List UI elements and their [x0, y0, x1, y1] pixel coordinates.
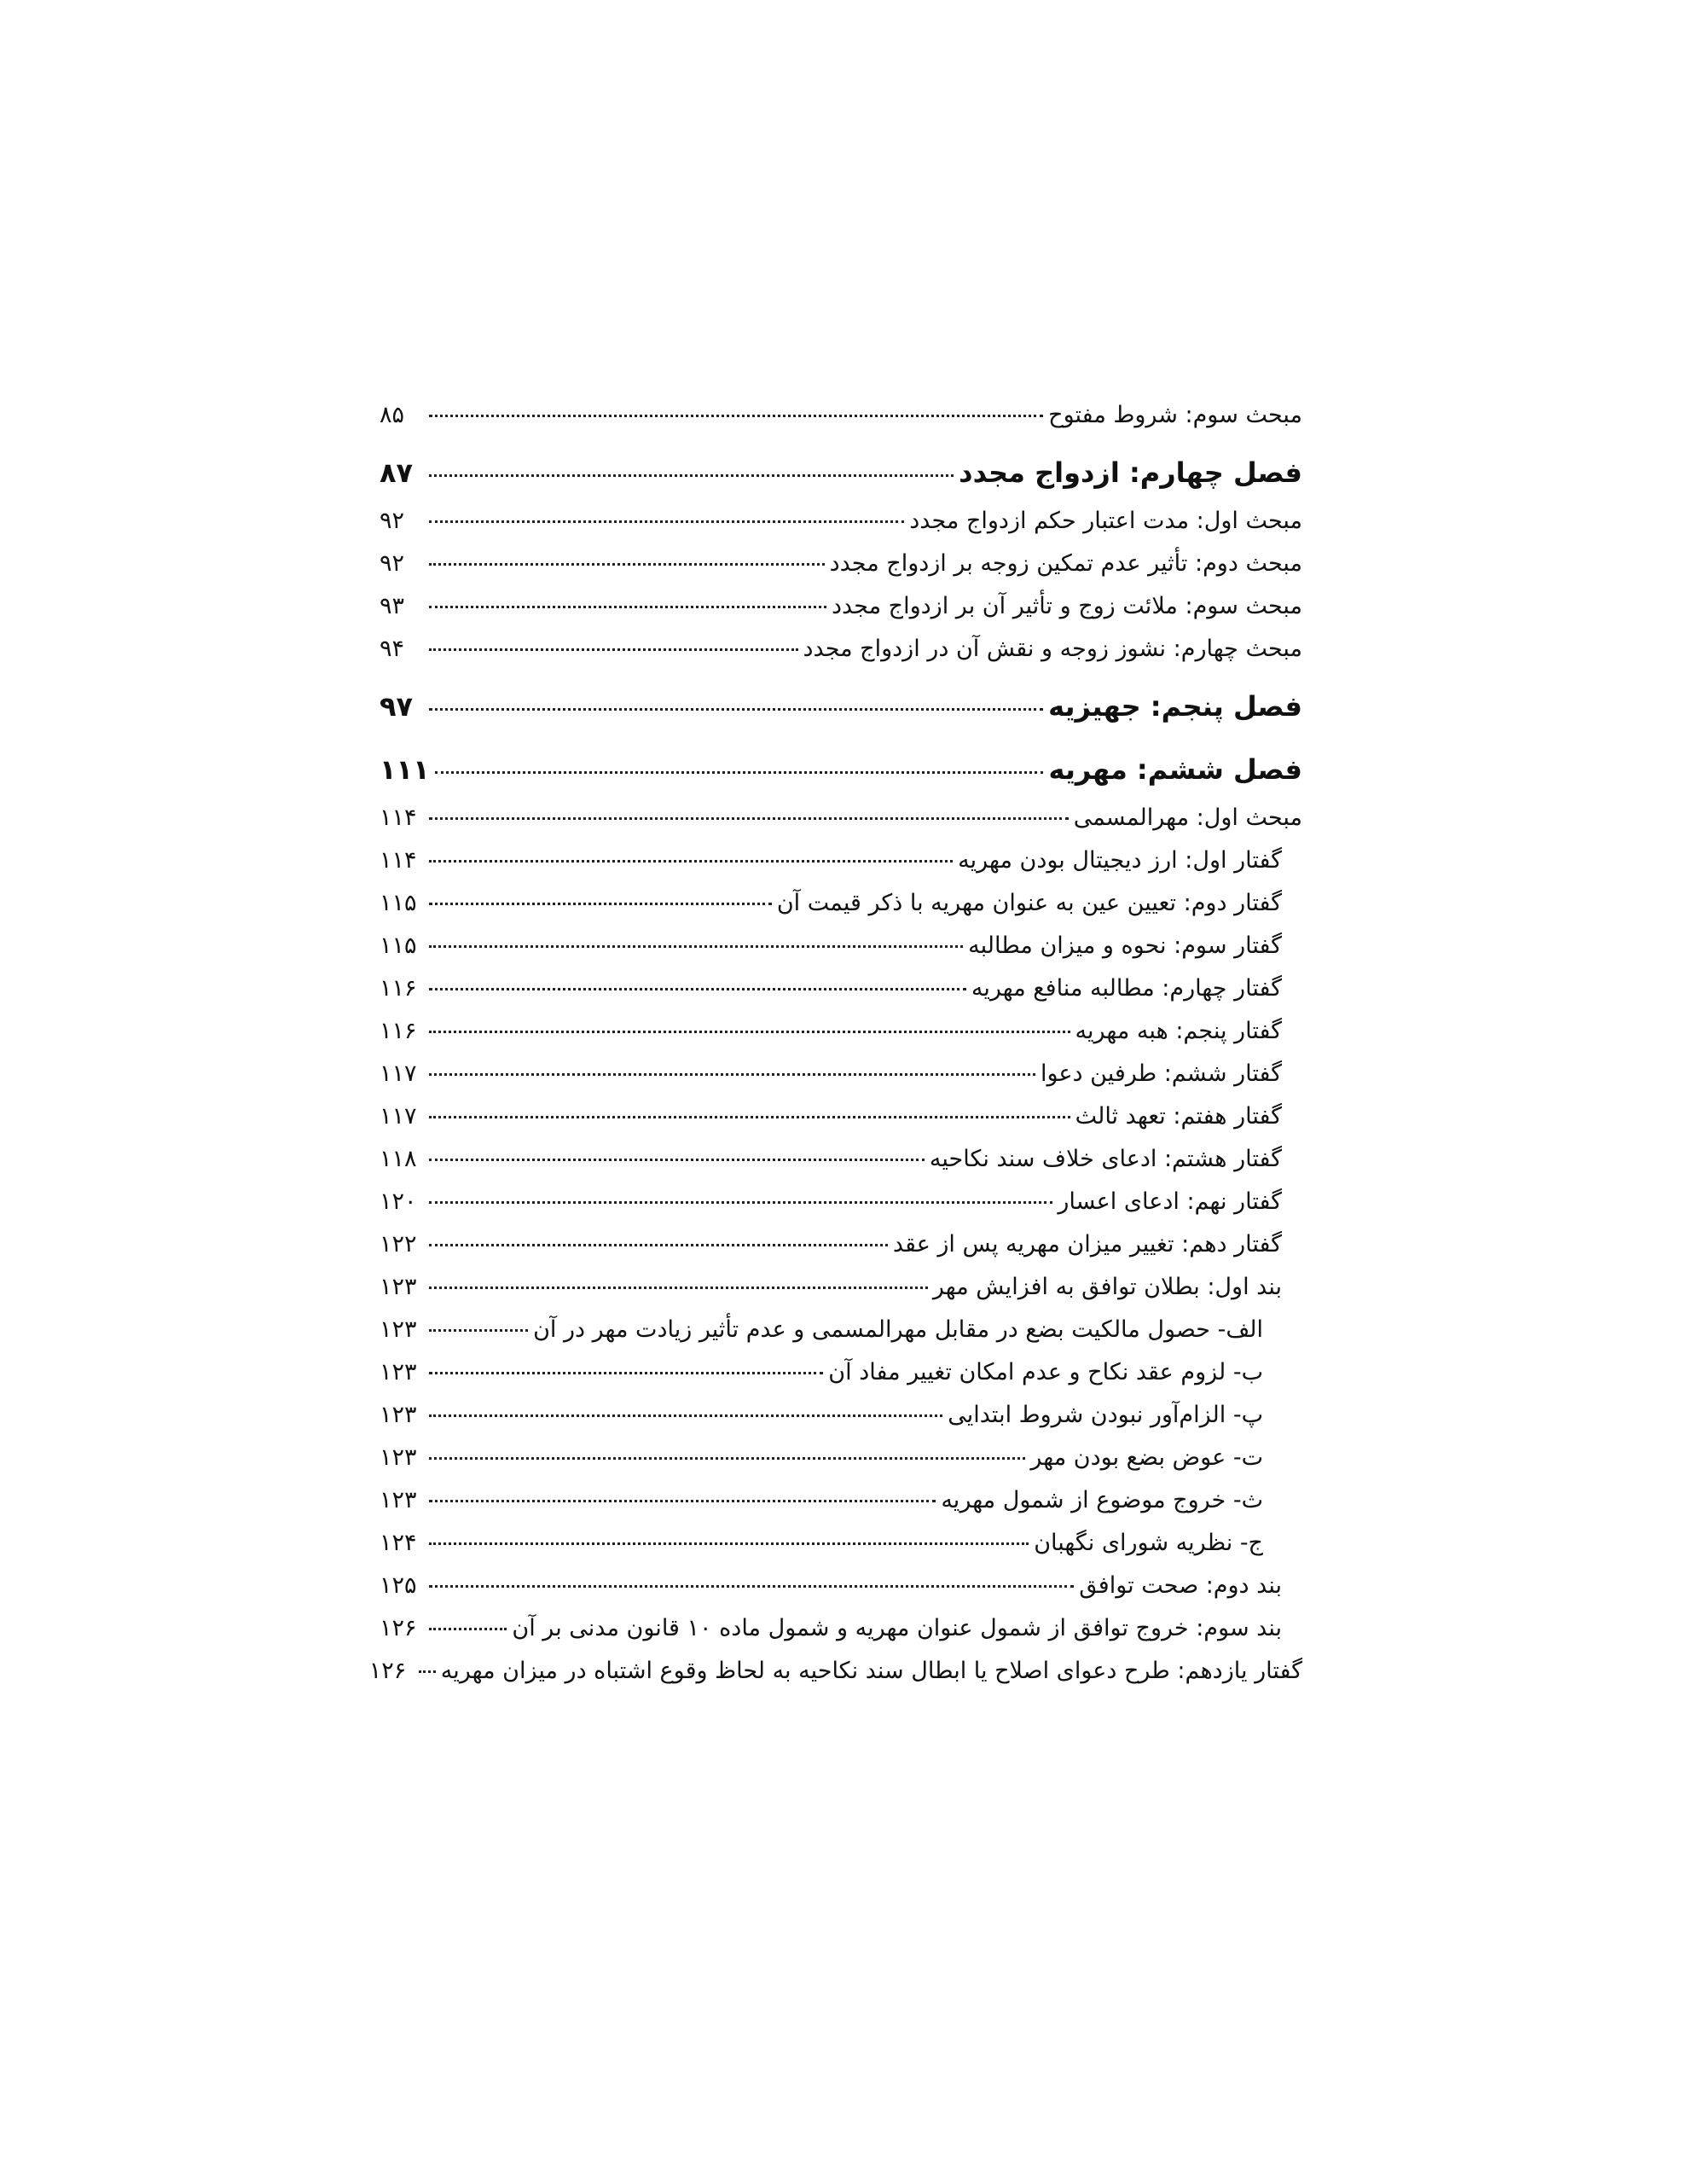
- toc-entry: [380, 1181, 1302, 1223]
- toc-chapter-title: فصل چهارم: ازدواج مجدد: [959, 456, 1302, 489]
- table-of-contents: [368, 394, 1302, 1693]
- toc-entry: [380, 1351, 1302, 1394]
- toc-entry: [380, 839, 1302, 882]
- dot-leader: [429, 1031, 1070, 1033]
- toc-entry-page: ۱۱۴: [380, 804, 417, 831]
- toc-entry-title: گفتار هفتم: تعهد ثالث: [1075, 1103, 1282, 1130]
- toc-entry-title: ث- خروج موضوع از شمول مهریه: [941, 1487, 1263, 1513]
- toc-chapter-page: ۱۱۱: [380, 753, 430, 786]
- toc-entry-title: ج- نظریه شورای نگهبان: [1034, 1530, 1263, 1556]
- toc-entry: [380, 1138, 1302, 1181]
- toc-chapter-page: ۹۷: [380, 690, 414, 723]
- dot-leader: [429, 1116, 1070, 1118]
- toc-entry-title: بند اول: بطلان توافق به افزایش مهر: [932, 1274, 1282, 1300]
- toc-entry-page: ۱۲۳: [380, 1274, 417, 1300]
- dot-leader: [429, 1500, 936, 1502]
- toc-entry: [380, 1394, 1302, 1437]
- toc-entry-title: بند دوم: صحت توافق: [1079, 1572, 1282, 1599]
- toc-entry-page: ۸۵: [380, 402, 405, 428]
- dot-leader: [429, 474, 954, 477]
- toc-entry-page: ۱۲۴: [380, 1530, 417, 1556]
- toc-entry-title: گفتار نهم: ادعای اعسار: [1058, 1188, 1282, 1215]
- dot-leader: [429, 563, 825, 566]
- toc-entry: [368, 1650, 1302, 1693]
- toc-entry-page: ۱۲۳: [380, 1316, 417, 1343]
- toc-chapter: [380, 742, 1302, 797]
- toc-entry-title: ت- عوض بضع بودن مهر: [1030, 1444, 1263, 1471]
- dot-leader: [429, 903, 772, 905]
- toc-entry-title: مبحث سوم: شروط مفتوح: [1048, 402, 1302, 428]
- dot-leader: [429, 1201, 1052, 1204]
- toc-entry: [380, 882, 1302, 925]
- toc-entry-page: ۱۲۳: [380, 1359, 417, 1385]
- dot-leader: [429, 415, 1043, 417]
- toc-entry: [380, 1522, 1302, 1565]
- toc-entry-page: ۱۲۵: [380, 1572, 417, 1599]
- toc-entry-page: ۹۲: [380, 550, 405, 577]
- toc-entry: [380, 1266, 1302, 1309]
- toc-entry: [380, 394, 1302, 437]
- dot-leader: [429, 1287, 928, 1289]
- toc-entry-title: گفتار دوم: تعیین عین به عنوان مهریه با ذکر قیمت آن: [776, 890, 1282, 916]
- toc-entry-page: ۱۱۵: [380, 890, 417, 916]
- toc-entry-page: ۱۱۶: [380, 975, 417, 1002]
- dot-leader: [429, 520, 904, 523]
- toc-entry-page: ۱۲۳: [380, 1444, 417, 1471]
- toc-entry-title: گفتار ششم: طرفین دعوا: [1040, 1060, 1282, 1087]
- toc-entry: [380, 967, 1302, 1010]
- dot-leader: [429, 1329, 528, 1332]
- toc-entry-page: ۱۲۲: [380, 1231, 417, 1258]
- toc-entry: [380, 1223, 1302, 1266]
- toc-entry-page: ۱۲۶: [368, 1658, 407, 1684]
- dot-leader: [429, 817, 1069, 820]
- toc-entry: [380, 925, 1302, 967]
- toc-entry-title: پ- الزام‌آور نبودن شروط ابتدایی: [948, 1402, 1263, 1428]
- toc-entry-title: گفتار هشتم: ادعای خلاف سند نکاحیه: [929, 1146, 1282, 1172]
- toc-entry-title: الف- حصول مالکیت بضع در مقابل مهرالمسمی و عدم تأثیر زیادت مهر در آن: [533, 1316, 1263, 1343]
- toc-entry: [380, 1095, 1302, 1138]
- dot-leader: [429, 648, 798, 651]
- toc-entry-page: ۱۱۷: [380, 1103, 417, 1130]
- toc-chapter-page: ۸۷: [380, 456, 414, 489]
- dot-leader: [429, 1159, 925, 1161]
- dot-leader: [429, 1073, 1035, 1076]
- toc-entry-title: مبحث اول: مدت اعتبار حکم ازدواج مجدد: [909, 508, 1302, 534]
- toc-chapter-title: فصل ششم: مهریه: [1048, 753, 1302, 786]
- dot-leader: [429, 1457, 1025, 1460]
- toc-entry-title: گفتار چهارم: مطالبه منافع مهریه: [971, 975, 1282, 1002]
- dot-leader: [429, 988, 966, 990]
- toc-entry-page: ۱۲۶: [380, 1615, 417, 1641]
- toc-entry: [380, 628, 1302, 671]
- dot-leader: [429, 708, 1043, 711]
- toc-entry: [380, 1010, 1302, 1053]
- toc-entry-title: مبحث اول: مهرالمسمی: [1073, 804, 1302, 831]
- dot-leader: [419, 1670, 436, 1673]
- dot-leader: [429, 1585, 1074, 1588]
- toc-entry-title: بند سوم: خروج توافق از شمول عنوان مهریه و شمول ماده ۱۰ قانون مدنی بر آن: [512, 1615, 1282, 1641]
- dot-leader: [429, 1542, 1029, 1545]
- dot-leader: [435, 771, 1044, 774]
- toc-entry: [380, 797, 1302, 839]
- toc-entry-page: ۱۱۶: [380, 1018, 417, 1044]
- toc-entry: [380, 1565, 1302, 1607]
- toc-entry: [380, 500, 1302, 543]
- toc-entry-page: ۱۱۸: [380, 1146, 417, 1172]
- dot-leader: [429, 1244, 888, 1246]
- dot-leader: [429, 1414, 942, 1417]
- toc-entry: [380, 1309, 1302, 1351]
- toc-entry-page: ۹۴: [380, 636, 405, 662]
- toc-entry-title: گفتار سوم: نحوه و میزان مطالبه: [968, 932, 1282, 959]
- toc-entry: [380, 1479, 1302, 1522]
- dot-leader: [429, 945, 963, 948]
- toc-entry: [380, 585, 1302, 628]
- toc-entry: [380, 1607, 1302, 1650]
- toc-chapter-title: فصل پنجم: جهیزیه: [1048, 690, 1302, 723]
- toc-entry-page: ۹۳: [380, 593, 405, 619]
- toc-entry-page: ۹۲: [380, 508, 405, 534]
- toc-entry: [380, 1437, 1302, 1479]
- toc-entry: [380, 543, 1302, 585]
- toc-entry-page: ۱۱۵: [380, 932, 417, 959]
- dot-leader: [429, 1628, 507, 1630]
- dot-leader: [429, 1372, 823, 1374]
- toc-entry-title: مبحث چهارم: نشوز زوجه و نقش آن در ازدواج مجدد: [803, 636, 1302, 662]
- toc-entry-title: گفتار پنجم: هبه مهریه: [1075, 1018, 1282, 1044]
- toc-entry-page: ۱۱۷: [380, 1060, 417, 1087]
- toc-entry-title: گفتار اول: ارز دیجیتال بودن مهریه: [958, 847, 1282, 874]
- toc-chapter: [380, 445, 1302, 500]
- toc-entry-title: ب- لزوم عقد نکاح و عدم امکان تغییر مفاد آن: [828, 1359, 1263, 1385]
- toc-entry-title: گفتار یازدهم: طرح دعوای اصلاح یا ابطال سند نکاحیه به لحاظ وقوع اشتباه در میزان مهریه: [440, 1658, 1302, 1684]
- toc-entry-page: ۱۲۳: [380, 1487, 417, 1513]
- toc-entry: [380, 1053, 1302, 1095]
- dot-leader: [429, 860, 953, 863]
- toc-entry-page: ۱۲۰: [380, 1188, 417, 1215]
- toc-chapter: [380, 679, 1302, 734]
- dot-leader: [429, 606, 826, 608]
- toc-entry-title: گفتار دهم: تغییر میزان مهریه پس از عقد: [892, 1231, 1282, 1258]
- toc-entry-page: ۱۲۳: [380, 1402, 417, 1428]
- toc-entry-title: مبحث دوم: تأثیر عدم تمکین زوجه بر ازدواج مجدد: [829, 550, 1302, 577]
- toc-entry-page: ۱۱۴: [380, 847, 417, 874]
- toc-entry-title: مبحث سوم: ملائت زوج و تأثیر آن بر ازدواج مجدد: [832, 593, 1302, 619]
